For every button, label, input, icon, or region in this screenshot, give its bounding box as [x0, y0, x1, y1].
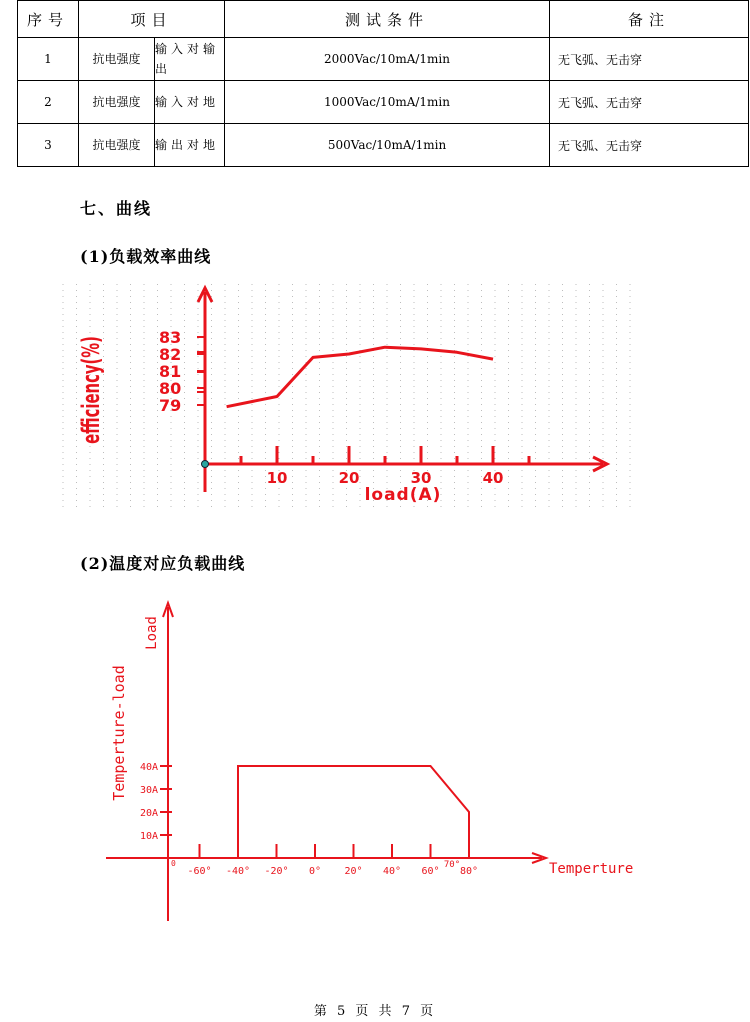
y-tick-label: 82: [159, 345, 182, 364]
x-tick-label: 40°: [382, 866, 402, 877]
header-note: 备注: [550, 1, 749, 38]
section-heading: 七、曲线: [80, 199, 153, 218]
y-axis-unit-label: Load: [144, 616, 160, 650]
header-condition: 测试条件: [225, 1, 550, 38]
temperature-load-chart: [100, 595, 634, 930]
x-tick-label: 20: [338, 469, 360, 487]
header-item: 项目: [79, 1, 225, 38]
x-tick-label: -20°: [264, 866, 289, 877]
origin-marker: [202, 461, 209, 468]
x-tick-label: -40°: [225, 866, 251, 877]
cell-note: 无飞弧、无击穿: [550, 124, 749, 167]
y-tick-label: 79: [159, 396, 182, 415]
cell-note: 无飞弧、无击穿: [550, 81, 749, 124]
x-axis-label: load(A): [364, 485, 442, 505]
page-footer: 第 5 页 共 7 页: [313, 1004, 437, 1019]
table-row: [18, 81, 749, 124]
cell-item-detail: 输出对地: [155, 124, 225, 167]
y-axis-label: efficiency(%): [77, 336, 105, 444]
x-tick-label: 0°: [308, 866, 322, 877]
cell-condition: 500Vac/10mA/1min: [225, 124, 550, 167]
x-tick-label: 60°: [421, 866, 440, 877]
x-tick-label: 20°: [344, 866, 363, 877]
cell-item-type: 抗电强度: [79, 38, 155, 81]
y-axis-label: Temperture-load: [110, 665, 128, 801]
x-tick-label: 30: [410, 469, 432, 487]
y-tick-label: 81: [159, 362, 182, 381]
cell-item-type: 抗电强度: [79, 124, 155, 167]
y-tick-label: 40A: [139, 762, 158, 773]
header-no: 序号: [18, 1, 79, 38]
cell-item-detail: 输入对输出: [155, 38, 225, 81]
x-tick-label: 80°: [459, 866, 479, 877]
y-tick-label: 30A: [139, 785, 158, 796]
y-tick-label: 80: [159, 379, 182, 398]
cell-note: 无飞弧、无击穿: [550, 38, 749, 81]
x-tick-label: 40: [482, 469, 504, 487]
cell-no: 2: [18, 81, 79, 124]
table-row: [18, 38, 749, 81]
x-tick-label: 10: [266, 469, 288, 487]
table-row: [18, 124, 749, 167]
efficiency-load-chart: [55, 280, 645, 512]
cell-condition: 2000Vac/10mA/1min: [225, 38, 550, 81]
cell-condition: 1000Vac/10mA/1min: [225, 81, 550, 124]
cell-item-detail: 输入对地: [155, 81, 225, 124]
x-tick-label: -60°: [187, 866, 212, 877]
test-spec-table: [17, 0, 749, 167]
table-header-row: [18, 1, 749, 38]
y-tick-label: 83: [159, 328, 182, 347]
temperature-load-curve-heading: (2)温度对应负载曲线: [80, 554, 246, 573]
cell-no: 1: [18, 38, 79, 81]
y-tick-label: 10A: [139, 831, 158, 842]
derating-annotation: 70°: [443, 860, 461, 870]
cell-no: 3: [18, 124, 79, 167]
y-tick-label: 20A: [139, 808, 158, 819]
x-axis-label: Temperture: [549, 861, 634, 877]
efficiency-curve-heading: (1)负载效率曲线: [80, 247, 212, 266]
origin-label: 0: [171, 859, 176, 868]
cell-item-type: 抗电强度: [79, 81, 155, 124]
